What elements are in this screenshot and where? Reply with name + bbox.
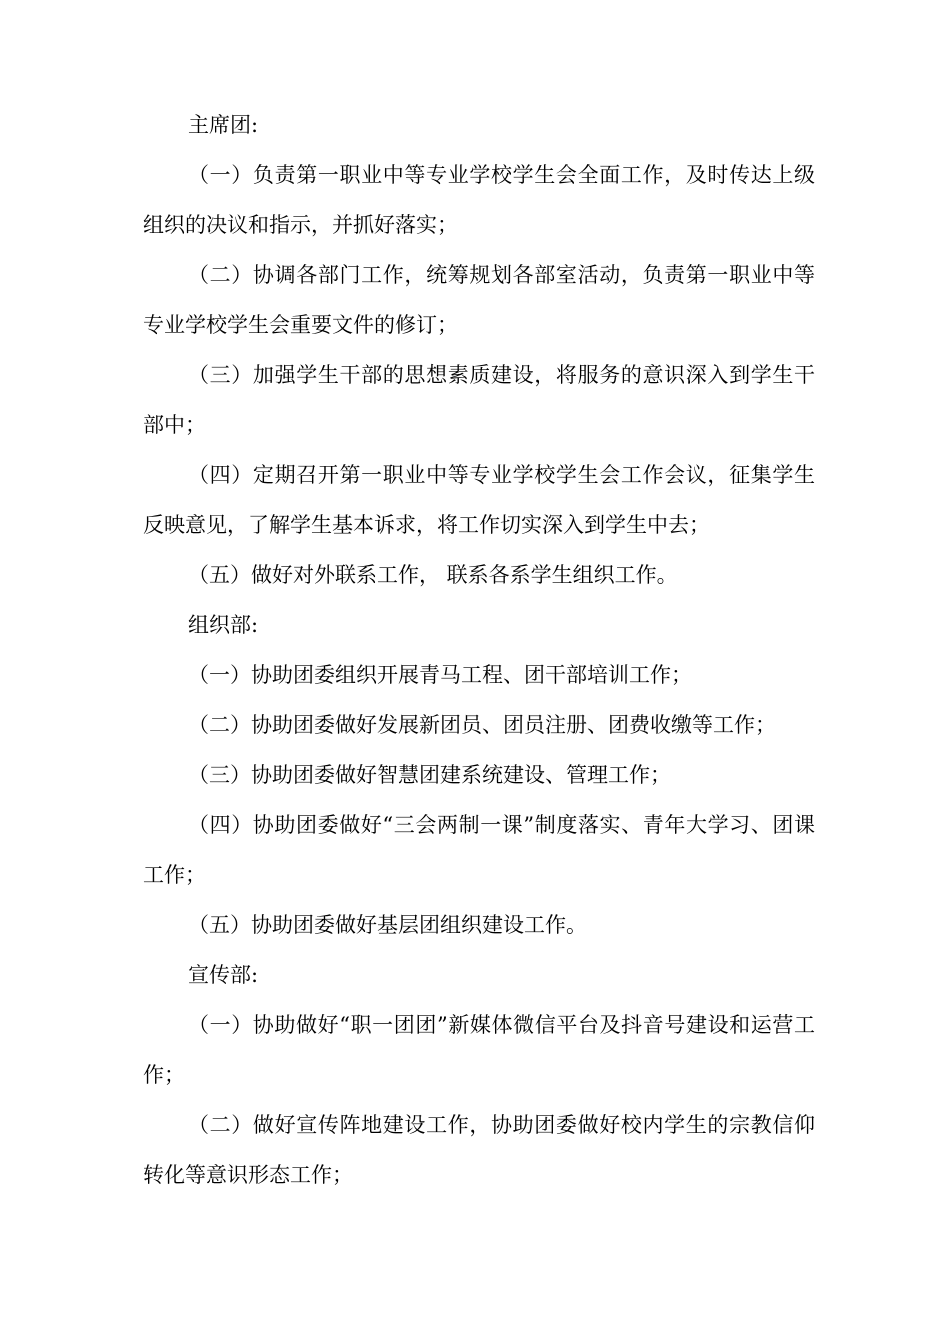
presidium-item-3: （三）加强学生干部的思想素质建设，将服务的意识深入到学生干部中；	[143, 363, 815, 437]
organization-item-3: （三）协助团委做好智慧团建系统建设、管理工作；	[188, 763, 671, 787]
presidium-item-2: （二）协调各部门工作，统筹规划各部室活动，负责第一职业中等专业学校学生会重要文件的修订；	[143, 263, 815, 337]
organization-item-2: （二）协助团委做好发展新团员、团员注册、团费收缴等工作；	[188, 713, 776, 737]
publicity-item-1: （一）协助做好“职一团团”新媒体微信平台及抖音号建设和运营工作；	[143, 1013, 815, 1087]
presidium-item-4: （四）定期召开第一职业中等专业学校学生会工作会议，征集学生反映意见，了解学生基本诉求，将工作切实深入到学生中去；	[143, 463, 815, 537]
organization-item-5: （五）协助团委做好基层团组织建设工作。	[188, 913, 587, 937]
section-heading-publicity: 宣传部:	[188, 963, 259, 987]
section-heading-presidium: 主席团:	[188, 113, 259, 137]
document-body	[143, 100, 815, 1200]
organization-item-4: （四）协助团委做好“三会两制一课”制度落实、青年大学习、团课工作；	[143, 813, 815, 887]
publicity-item-2: （二）做好宣传阵地建设工作，协助团委做好校内学生的宗教信仰转化等意识形态工作；	[143, 1113, 815, 1187]
presidium-item-1: （一）负责第一职业中等专业学校学生会全面工作，及时传达上级组织的决议和指示，并抓好落实；	[143, 163, 815, 237]
organization-item-1: （一）协助团委组织开展青马工程、团干部培训工作；	[188, 663, 692, 687]
presidium-item-5: （五）做好对外联系工作， 联系各系学生组织工作。	[188, 563, 678, 587]
section-heading-organization: 组织部:	[188, 613, 259, 637]
